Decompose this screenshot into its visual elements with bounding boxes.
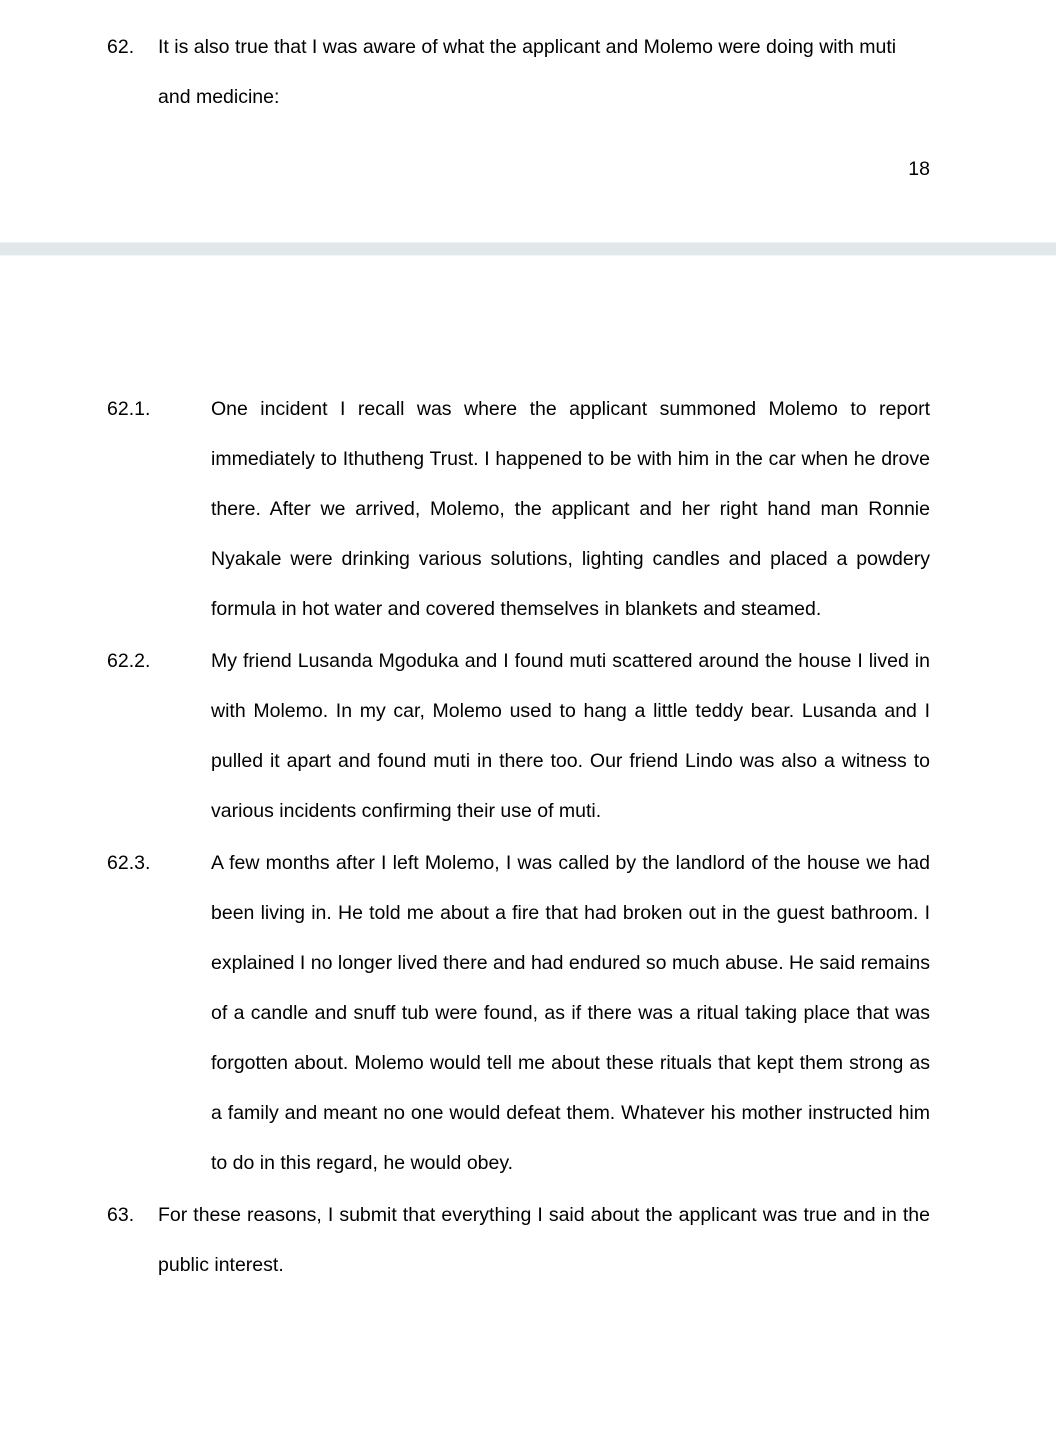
paragraph-number-62: 62. [107,36,135,58]
top-spacer [0,0,1056,22]
paragraph-number-63: 63. [107,1204,135,1226]
page-fragment-bottom [0,256,1056,1290]
paragraph-62-2 [0,636,1056,836]
page-number: 18 [908,158,930,180]
page-fragment-top [0,0,1056,242]
paragraph-63 [0,1190,1056,1290]
folio-spacer [0,122,1056,144]
paragraph-text-62: It is also true that I was aware of what the applicant and Molemo were doing with muti and medicine: [158,36,897,108]
page-break-divider [0,242,1056,256]
paragraph-text-63: For these reasons, I submit that everything I said about the applicant was true and in the public interest. [158,1204,930,1276]
paragraph-number-62-3: 62.3. [107,852,151,874]
bottom-spacer-top-page [0,194,1056,242]
paragraph-text-62-2: My friend Lusanda Mgoduka and I found muti scattered around the house I lived in with Molemo. In my car, Molemo used to hang a little teddy bear. Lusanda and I pulled it apart and found muti in there too. Our friend Lindo was also a witness to various incidents confirming their use of muti. [211,650,930,822]
paragraph-62 [0,22,1056,122]
paragraph-number-62-2: 62.2. [107,650,151,672]
paragraph-number-62-1: 62.1. [107,398,151,420]
paragraph-62-3 [0,838,1056,1188]
paragraph-text-62-1: One incident I recall was where the applicant summoned Molemo to report immediately to Ithutheng Trust. I happened to be with him in the car when he drove there. After we arrived, Molemo, the applicant and her right hand man Ronnie Nyakale were drinking various solutions, lighting candles and placed a powdery formula in hot water and covered themselves in blankets and steamed. [211,398,930,620]
paragraph-text-62-3: A few months after I left Molemo, I was called by the landlord of the house we had been living in. He told me about a fire that had broken out in the guest bathroom. I explained I no longer lived there and had endured so much abuse. He said remains of a candle and snuff tub were found, as if there was a ritual taking place that was forgotten about. Molemo would tell me about these rituals that kept them strong as a family and meant no one would defeat them. Whatever his mother instructed him to do in this regard, he would obey. [211,852,930,1174]
paragraph-62-1 [0,384,1056,634]
page-top-margin [0,256,1056,384]
